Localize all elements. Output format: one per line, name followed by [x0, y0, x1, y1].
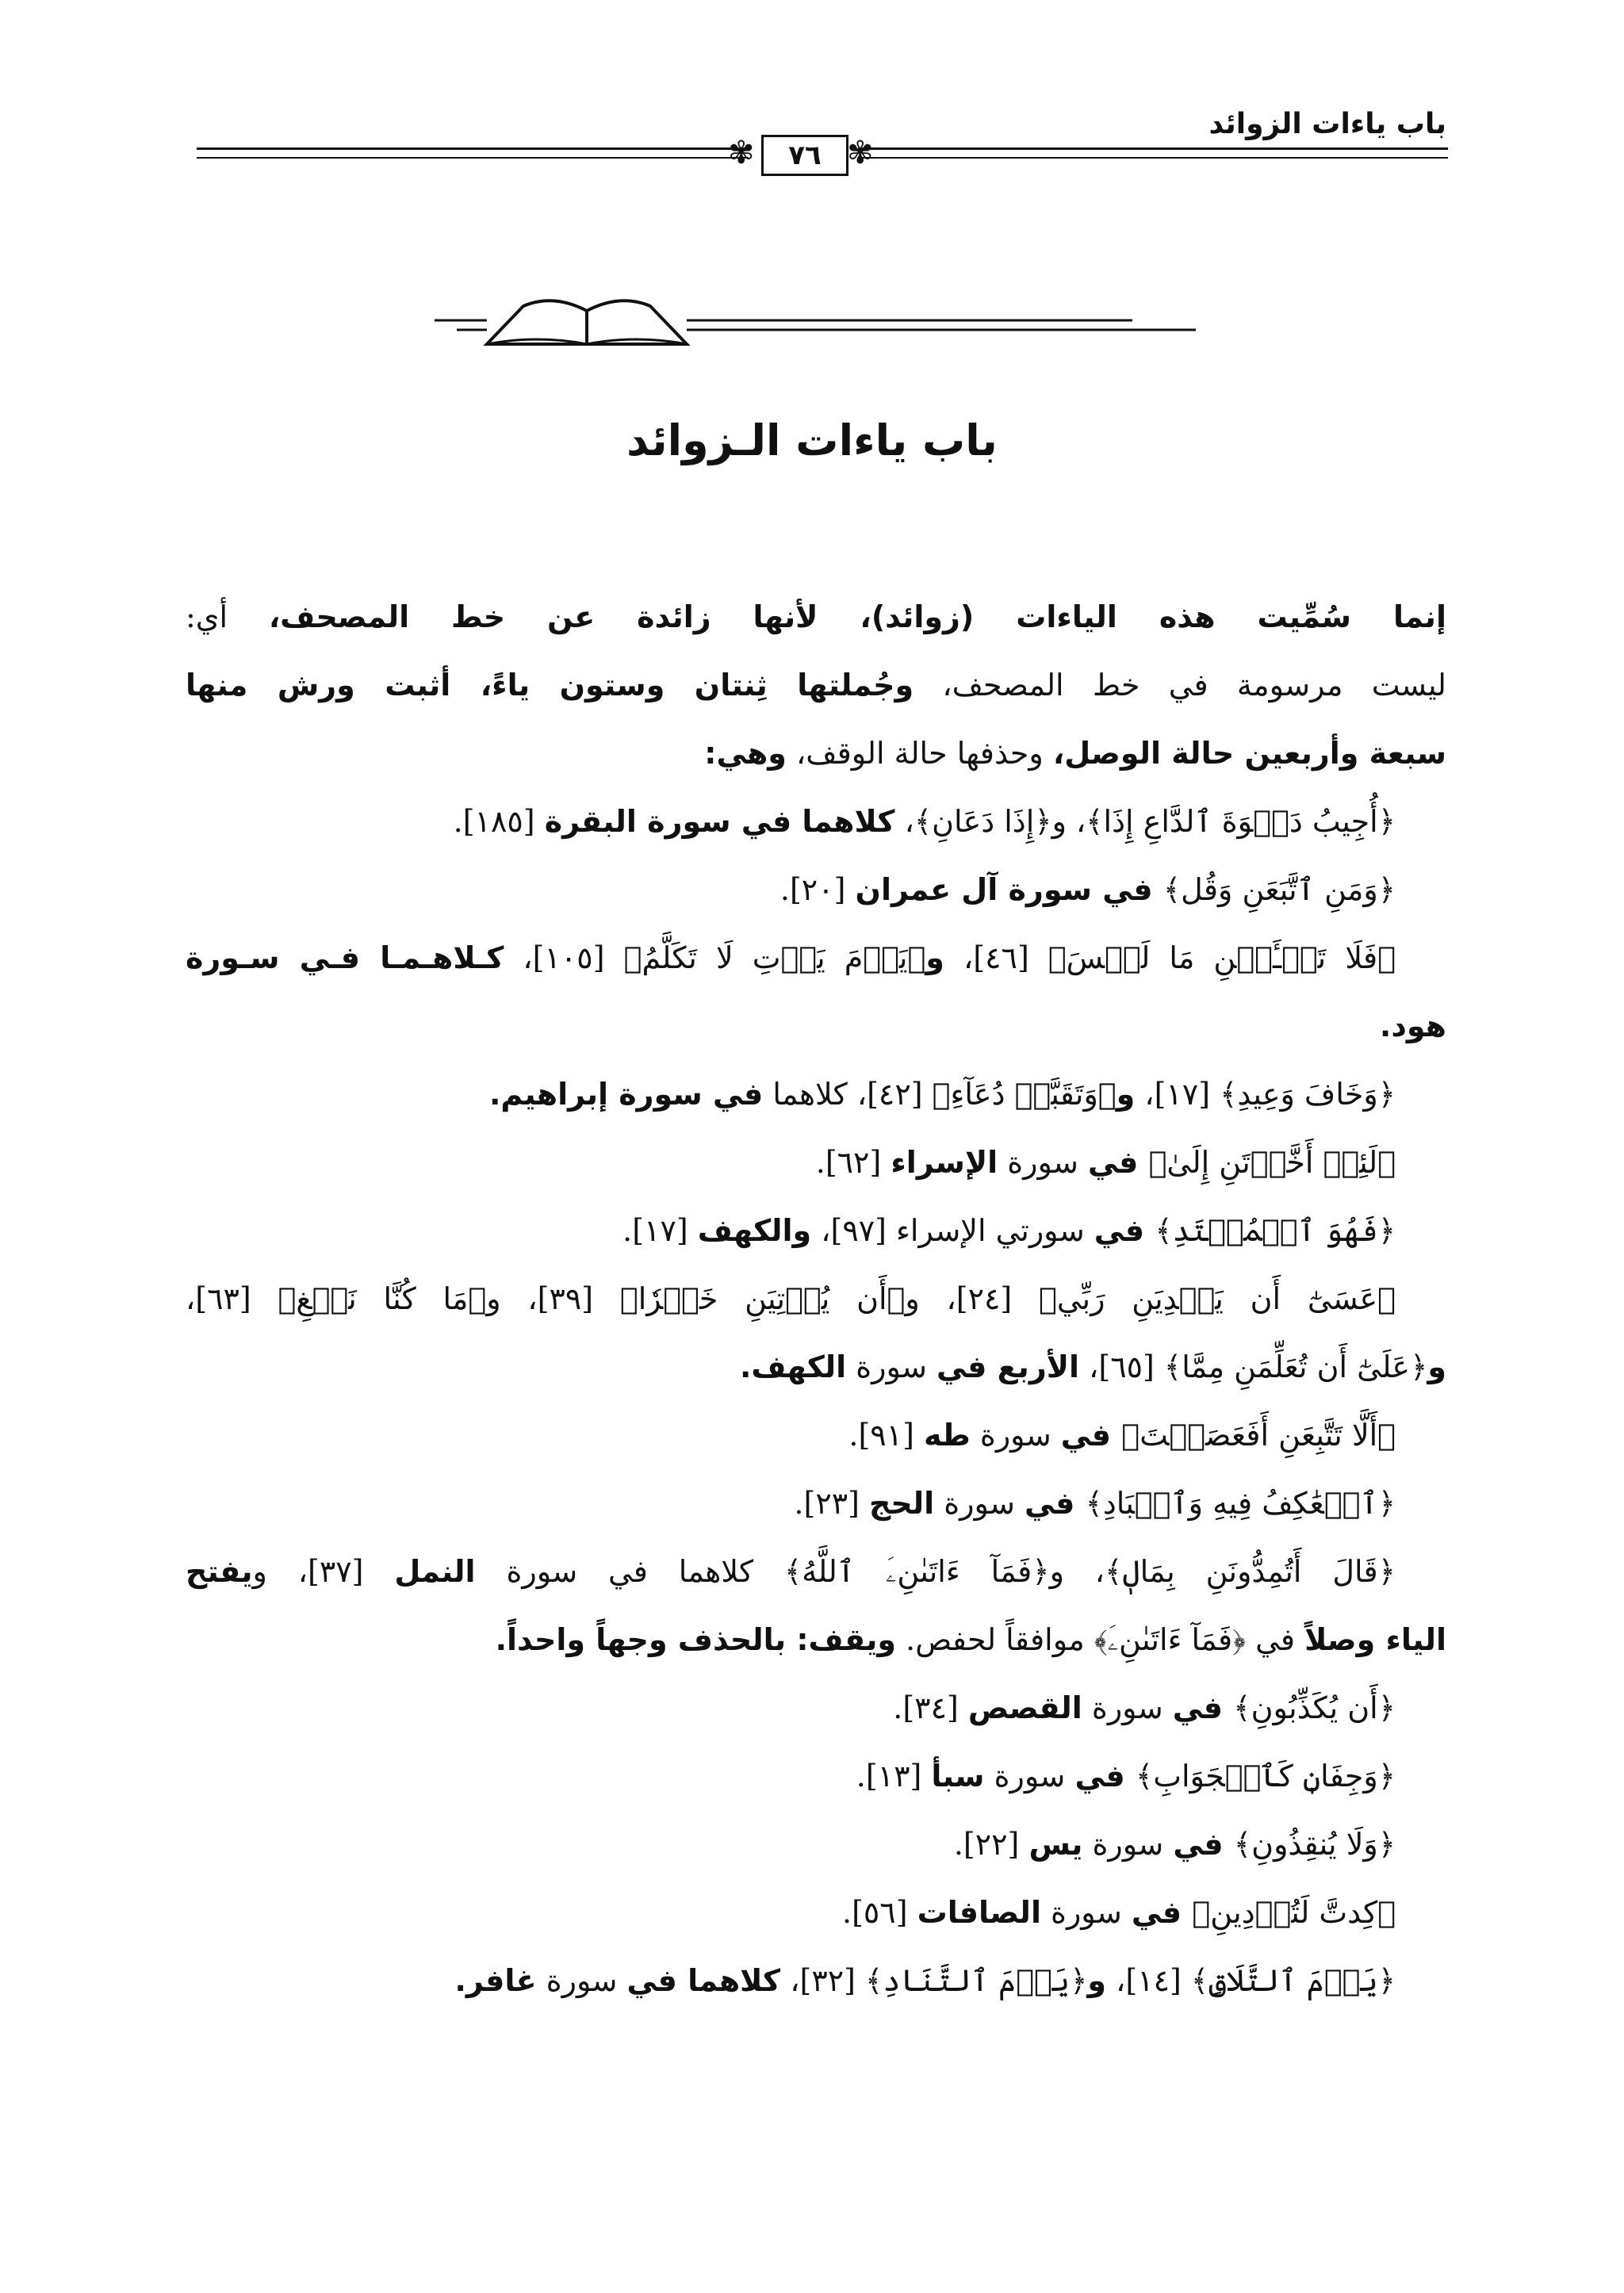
list-item: ﴿لَئِنۡ أَخَّرۡتَنِ إِلَىٰ﴾ في سورة الإسراء [٦٢]. [815, 1145, 1396, 1180]
quran-quote: ﴿يَوۡمَ ٱلتَّلَاقِ﴾ [1190, 1963, 1396, 1998]
list-item: ﴿قَالَ أَتُمِدُّونَنِ بِمَالٖ﴾، و﴿فَمَآ ءَاتَىٰنِۦَ ٱللَّهُ﴾ كلاهما في سورة النمل [٣٧]، ويفتح [186, 1554, 1396, 1589]
paragraph-line: سبعة وأربعين حالة الوصل، وحذفها حالة الوقف، وهي: [704, 736, 1446, 771]
open-book-icon [435, 282, 1196, 369]
quran-quote: ﴿وَجِفَانٖ كَٱلۡجَوَابِ﴾ [1136, 1759, 1396, 1793]
quran-quote: ﴿فَمَآ ءَاتَىٰنِۦَ ٱللَّهُ﴾ [783, 1554, 1050, 1589]
header-rule-right-bottom [858, 157, 1448, 159]
quran-quote: ﴿وَتَقَبَّلۡ دُعَآءِ﴾ [932, 1077, 1116, 1112]
quran-quote: ﴿فَلَا تَسۡـَٔلۡنِ مَا لَيۡسَ﴾ [1048, 940, 1396, 975]
list-item: ﴿وَلَا يُنقِذُونِ﴾ في سورة يس [٢٢]. [953, 1827, 1396, 1862]
page-number: ٧٦ [761, 135, 848, 176]
quran-quote: ﴿يَوۡمَ ٱلتَّنَادِ﴾ [865, 1963, 1088, 1998]
header-rule-left-bottom [197, 157, 749, 159]
list-item: ﴿عَسَىٰٓ أَن يَهۡدِيَنِ رَبِّي﴾ [٢٤]، و﴿أَن يُؤۡتِيَنِ خَيۡرٗا﴾ [٣٩]، و﴿مَا كُنَّا نَبۡغِ﴾ [٦٣]، [186, 1281, 1396, 1316]
list-item: ﴿أَلَّا تَتَّبِعَنِ أَفَعَصَيۡتَ﴾ في سورة طه [٩١]. [848, 1418, 1396, 1453]
quran-quote: ﴿أَن يُؤۡتِيَنِ خَيۡرٗا﴾ [619, 1281, 906, 1316]
list-item: ﴿يَوۡمَ ٱلتَّلَاقِ﴾ [١٤]، و﴿يَوۡمَ ٱلتَّنَادِ﴾ [٣٢]، كلاهما في سورة غافر. [454, 1963, 1396, 1998]
list-item: ﴿وَخَافَ وَعِيدِ﴾ [١٧]، و﴿وَتَقَبَّلۡ دُعَآءِ﴾ [٤٢]، كلاهما في سورة إبراهيم. [488, 1077, 1396, 1112]
list-item: ﴿وَجِفَانٖ كَٱلۡجَوَابِ﴾ في سورة سبأ [١٣]. [856, 1759, 1396, 1793]
list-item: ﴿فَهُوَ ٱلۡمُهۡتَدِ﴾ في سورتي الإسراء [٩٧]، والكهف [١٧]. [622, 1213, 1396, 1248]
quran-quote: ﴿فَهُوَ ٱلۡمُهۡتَدِ﴾ [1155, 1213, 1396, 1248]
quran-quote: ﴿لَئِنۡ أَخَّرۡتَنِ إِلَىٰ﴾ [1148, 1145, 1396, 1180]
quran-quote: ﴿وَمَنِ ٱتَّبَعَنِ وَقُل﴾ [1162, 872, 1396, 907]
list-item: ﴿وَمَنِ ٱتَّبَعَنِ وَقُل﴾ في سورة آل عمران [٢٠]. [779, 872, 1396, 907]
quran-quote: ﴿عَلَىٰٓ أَن تُعَلِّمَنِ مِمَّا﴾ [1163, 1349, 1428, 1384]
paragraph-line: إنما سُمِّيت هذه الياءات (زوائد)، لأنها زائدة عن خط المصحف، أي: [186, 599, 1446, 634]
list-item: ﴿ٱلۡعَٰكِفُ فِيهِ وَٱلۡبَادِ﴾ في سورة الحج [٢٣]. [794, 1486, 1396, 1521]
list-item-continuation: الياء وصلاً في ﴿فَمَآ ءَاتَىٰنِۦَ﴾ موافقاً لحفص. ويقف: بالحذف وجهاً واحداً. [495, 1622, 1446, 1657]
quran-quote: ﴿عَسَىٰٓ أَن يَهۡدِيَنِ رَبِّي﴾ [1039, 1281, 1396, 1316]
running-title: باب ياءات الزوائد [1208, 108, 1446, 140]
header-rule-left-top [197, 147, 749, 150]
ornament-left-icon: ✾ [728, 135, 755, 171]
paragraph-line: ليست مرسومة في خط المصحف، وجُملتها ثِنتان وستون ياءً، أثبت ورش منها [186, 668, 1446, 702]
quran-quote: ﴿وَلَا يُنقِذُونِ﴾ [1233, 1827, 1396, 1862]
quran-quote: ﴿مَا كُنَّا نَبۡغِ﴾ [278, 1281, 487, 1316]
quran-quote: ﴿كِدتَّ لَتُرۡدِينِ﴾ [1192, 1895, 1396, 1930]
quran-quote: ﴿وَخَافَ وَعِيدِ﴾ [1220, 1077, 1396, 1112]
chapter-title: باب ياءات الـزوائد [626, 415, 998, 465]
quran-quote: ﴿فَمَآ ءَاتَىٰنِۦَ﴾ [1094, 1622, 1247, 1657]
quran-quote: ﴿أَلَّا تَتَّبِعَنِ أَفَعَصَيۡتَ﴾ [1121, 1418, 1396, 1453]
list-item: ﴿فَلَا تَسۡـَٔلۡنِ مَا لَيۡسَ﴾ [٤٦]، و﴿يَوۡمَ يَأۡتِ لَا تَكَلَّمُ﴾ [١٠٥]، كـلاهـمـا فـي سـورة [186, 940, 1396, 975]
header-rule-right-top [858, 147, 1448, 150]
list-item-continuation: هود. [1379, 1009, 1446, 1043]
list-item: ﴿كِدتَّ لَتُرۡدِينِ﴾ في سورة الصافات [٥٦]. [841, 1895, 1396, 1930]
list-item: ﴿أُجِيبُ دَعۡوَةَ ٱلدَّاعِ إِذَا﴾، و﴿إِذَا دَعَانِ﴾، كلاهما في سورة البقرة [١٨٥]. [453, 804, 1396, 839]
quran-quote: ﴿قَالَ أَتُمِدُّونَنِ بِمَالٖ﴾ [1105, 1554, 1396, 1589]
quran-quote: ﴿يَوۡمَ يَأۡتِ لَا تَكَلَّمُ﴾ [623, 940, 926, 975]
list-item: ﴿أَن يُكَذِّبُونِ﴾ في سورة القصص [٣٤]. [893, 1690, 1396, 1725]
quran-quote: ﴿أُجِيبُ دَعۡوَةَ ٱلدَّاعِ إِذَا﴾ [1086, 804, 1396, 839]
quran-quote: ﴿ٱلۡعَٰكِفُ فِيهِ وَٱلۡبَادِ﴾ [1085, 1486, 1396, 1521]
quran-quote: ﴿أَن يُكَذِّبُونِ﴾ [1233, 1690, 1396, 1725]
ornament-right-icon: ✾ [847, 135, 874, 171]
list-item-continuation: و﴿عَلَىٰٓ أَن تُعَلِّمَنِ مِمَّا﴾ [٦٥]، الأربع في سورة الكهف. [739, 1349, 1446, 1384]
quran-quote: ﴿إِذَا دَعَانِ﴾ [914, 804, 1052, 839]
